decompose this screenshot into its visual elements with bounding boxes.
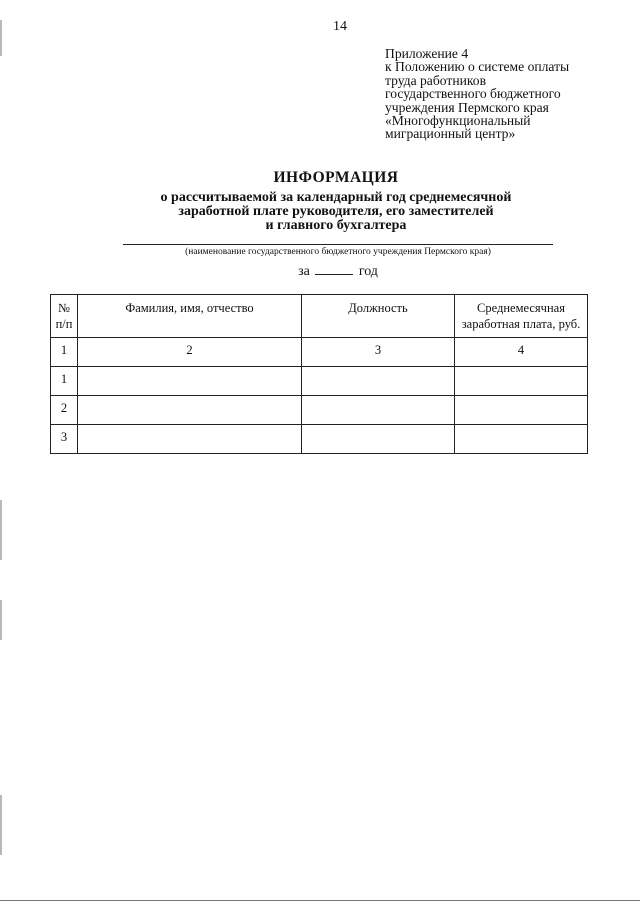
scan-edge-mark <box>0 795 2 855</box>
appendix-note <box>385 47 635 141</box>
scan-edge-mark <box>0 600 2 640</box>
page-number: 14 <box>333 19 347 34</box>
table-row <box>51 396 588 425</box>
subtitle-line: заработной плате руководителя, его заместителей <box>178 203 494 219</box>
appendix-line: «Многофункциональный <box>385 113 531 129</box>
column-number: 1 <box>51 338 78 367</box>
table-header-row <box>51 295 588 338</box>
header-full-name: Фамилия, имя, отчество <box>78 295 302 338</box>
full-name-cell <box>78 367 302 396</box>
document-title: ИНФОРМАЦИЯ <box>273 169 399 186</box>
header-number: № п/п <box>51 295 78 338</box>
subtitle-line: и главного бухгалтера <box>265 217 407 233</box>
year-line <box>0 262 640 280</box>
header-average-salary: Среднемесячная заработная плата, руб. <box>455 295 588 338</box>
appendix-line: государственного бюджетного <box>385 86 561 102</box>
salary-cell <box>455 425 588 454</box>
appendix-line: учреждения Пермского края <box>385 99 549 115</box>
subtitle-line: о рассчитываемой за календарный год среднемесячной <box>160 190 512 205</box>
full-name-cell <box>78 396 302 425</box>
column-number: 2 <box>78 338 302 367</box>
salary-table <box>50 294 588 454</box>
appendix-line: Приложение 4 <box>385 46 469 61</box>
position-cell <box>302 425 455 454</box>
row-number: 3 <box>51 425 78 454</box>
column-number: 3 <box>302 338 455 367</box>
row-number: 2 <box>51 396 78 425</box>
salary-cell <box>455 396 588 425</box>
year-suffix: год <box>358 264 378 279</box>
full-name-cell <box>78 425 302 454</box>
column-number: 4 <box>455 338 588 367</box>
position-cell <box>302 396 455 425</box>
position-cell <box>302 367 455 396</box>
table-row <box>51 425 588 454</box>
salary-cell <box>455 367 588 396</box>
appendix-line: труда работников <box>385 72 486 88</box>
year-blank-field <box>315 262 353 275</box>
page-bottom-border <box>0 900 640 901</box>
organization-name-line <box>123 244 553 245</box>
column-number-row <box>51 338 588 367</box>
year-prefix: за <box>298 264 310 279</box>
document-subtitle <box>0 191 640 232</box>
scan-edge-mark <box>0 500 2 560</box>
appendix-line: к Положению о системе оплаты <box>385 59 570 75</box>
appendix-line: миграционный центр» <box>385 126 516 142</box>
table-row <box>51 367 588 396</box>
organization-caption: (наименование государственного бюджетного учреждения Пермского края) <box>185 247 491 257</box>
header-position: Должность <box>302 295 455 338</box>
row-number: 1 <box>51 367 78 396</box>
